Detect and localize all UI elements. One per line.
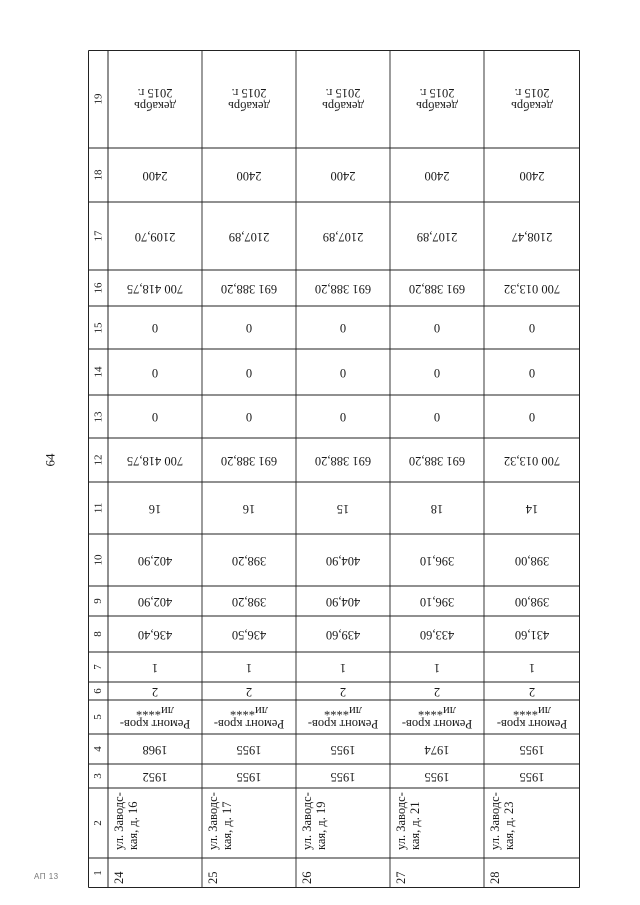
cell-col-14: 0: [151, 365, 159, 380]
cell-text: [322, 86, 364, 112]
cell-text: [497, 704, 567, 730]
cell-col-16: 700 418,75: [126, 281, 184, 296]
row-number: 28: [488, 871, 502, 884]
cell-col-14: 0: [528, 365, 536, 380]
cell-col-4: 1974: [424, 742, 450, 757]
address-line: ул. Заводс-: [206, 792, 220, 850]
cell-col-15: 0: [528, 321, 536, 336]
column-number-label: 3: [92, 773, 104, 779]
cell-text-line: 2015 г.: [419, 86, 455, 100]
cell-text: [416, 86, 458, 112]
column-number: [88, 586, 108, 616]
column-number: [88, 482, 108, 534]
column-number-label: 12: [92, 454, 104, 466]
cell-col-19: [202, 50, 296, 148]
cell-col-12: 691 388,20: [408, 453, 466, 468]
cell-col-13: 0: [528, 410, 536, 425]
column-number: [88, 616, 108, 652]
address-line: кая, д. 19: [313, 801, 328, 850]
cell-text-line: ли****: [230, 704, 268, 718]
cell-text-line: Ремонт кров-: [401, 717, 473, 732]
column-number: [88, 202, 108, 270]
cell-col-19: [296, 50, 390, 148]
cell-col-4: 1955: [330, 742, 356, 757]
cell-col-6: 2: [528, 684, 536, 699]
cell-col-10: 396,10: [419, 553, 455, 568]
cell-col-18: 2400: [519, 168, 545, 183]
cell-text-line: декабрь: [416, 99, 458, 114]
cell-col-19: [484, 50, 580, 148]
cell-text-line: 2015 г.: [137, 86, 173, 100]
address-line: ул. Заводс-: [300, 792, 314, 850]
cell-col-9: 398,00: [514, 594, 550, 609]
cell-col-14: 0: [433, 365, 441, 380]
address-cell: [301, 792, 329, 850]
cell-text-line: ли****: [136, 704, 174, 718]
address-cell: [113, 792, 141, 850]
cell-col-12: 691 388,20: [314, 453, 372, 468]
cell-col-8: 433,60: [419, 627, 455, 642]
page-number: 64: [42, 453, 58, 467]
data-table: [88, 50, 580, 888]
cell-text: [214, 704, 284, 730]
address-cell: [207, 792, 235, 850]
column-number-label: 6: [92, 688, 104, 694]
cell-text: [402, 704, 472, 730]
row-number: 27: [394, 871, 408, 884]
cell-col-10: 398,00: [514, 553, 550, 568]
cell-col-9: 396,10: [419, 594, 455, 609]
cell-col-8: 431,60: [514, 627, 550, 642]
cell-col-13: 0: [339, 410, 347, 425]
column-number: [88, 148, 108, 202]
cell-col-6: 2: [245, 684, 253, 699]
column-number: [88, 700, 108, 734]
cell-col-11: 18: [430, 501, 444, 516]
cell-col-11: 15: [336, 501, 350, 516]
column-number: [88, 652, 108, 682]
address-line: кая, д. 16: [125, 801, 140, 850]
cell-col-7: 1: [339, 660, 347, 675]
cell-col-15: 0: [339, 321, 347, 336]
cell-col-11: 16: [242, 501, 256, 516]
cell-col-9: 404,90: [325, 594, 361, 609]
cell-text: [228, 86, 270, 112]
column-number: [88, 534, 108, 586]
cell-col-5: [202, 700, 296, 734]
cell-col-7: 1: [528, 660, 536, 675]
cell-text-line: Ремонт кров-: [307, 717, 379, 732]
column-number-label: 11: [92, 502, 104, 514]
column-number: [88, 395, 108, 438]
cell-col-14: 0: [245, 365, 253, 380]
cell-col-18: 2400: [236, 168, 262, 183]
column-number-label: 8: [92, 631, 104, 637]
column-number: [88, 306, 108, 349]
cell-col-15: 0: [151, 321, 159, 336]
cell-col-4: 1955: [236, 742, 262, 757]
address-line: кая, д. 17: [219, 801, 234, 850]
cell-text-line: декабрь: [511, 99, 553, 114]
cell-col-13: 0: [433, 410, 441, 425]
cell-col-5: [390, 700, 484, 734]
cell-col-10: 402,90: [137, 553, 173, 568]
row-number: 24: [112, 871, 126, 884]
column-number-label: 18: [92, 169, 104, 181]
cell-col-5: [108, 700, 202, 734]
cell-col-7: 1: [245, 660, 253, 675]
cell-text-line: ли****: [513, 704, 551, 718]
cell-col-8: 436,40: [137, 627, 173, 642]
row-number: 25: [206, 871, 220, 884]
cell-col-18: 2400: [142, 168, 168, 183]
address-line: ул. Заводс-: [394, 792, 408, 850]
column-number-label: 7: [92, 664, 104, 670]
address-line: кая, д. 23: [501, 801, 516, 850]
cell-col-14: 0: [339, 365, 347, 380]
cell-text: [134, 86, 176, 112]
cell-col-17: 2107,89: [416, 229, 458, 244]
cell-text-line: 2015 г.: [514, 86, 550, 100]
cell-col-16: 700 013,32: [503, 281, 561, 296]
cell-text-line: 2015 г.: [231, 86, 267, 100]
column-number: [88, 50, 108, 148]
cell-col-17: 2109,70: [134, 229, 176, 244]
cell-col-3: 1955: [236, 769, 262, 784]
cell-col-17: 2108,47: [511, 229, 553, 244]
cell-col-5: [296, 700, 390, 734]
column-number-label: 13: [92, 411, 104, 422]
cell-col-7: 1: [433, 660, 441, 675]
cell-text-line: Ремонт кров-: [496, 717, 568, 732]
cell-col-3: 1955: [330, 769, 356, 784]
cell-text: [308, 704, 378, 730]
column-number-label: 19: [92, 93, 104, 105]
column-number-label: 1: [92, 870, 104, 876]
column-number: [88, 788, 108, 858]
column-number: [88, 270, 108, 306]
cell-col-6: 2: [433, 684, 441, 699]
column-number-label: 15: [92, 322, 104, 333]
cell-col-12: 691 388,20: [220, 453, 278, 468]
cell-col-4: 1955: [519, 742, 545, 757]
cell-text-line: декабрь: [228, 99, 270, 114]
column-number-label: 16: [92, 282, 104, 294]
cell-col-17: 2107,89: [228, 229, 270, 244]
column-number-label: 4: [92, 746, 104, 752]
column-number-label: 10: [92, 554, 104, 566]
cell-col-19: [108, 50, 202, 148]
address-line: ул. Заводс-: [488, 792, 502, 850]
cell-col-17: 2107,89: [322, 229, 364, 244]
cell-col-18: 2400: [330, 168, 356, 183]
cell-text-line: ли****: [418, 704, 456, 718]
address-line: ул. Заводс-: [112, 792, 126, 850]
column-number: [88, 438, 108, 482]
column-number: [88, 734, 108, 764]
cell-col-13: 0: [245, 410, 253, 425]
cell-col-8: 439,60: [325, 627, 361, 642]
column-number-label: 14: [92, 366, 104, 378]
cell-text-line: 2015 г.: [325, 86, 361, 100]
column-number: [88, 349, 108, 395]
column-number-label: 9: [92, 598, 104, 604]
cell-text-line: декабрь: [134, 99, 176, 114]
cell-text: [120, 704, 190, 730]
cell-col-16: 691 388,20: [314, 281, 372, 296]
cell-col-13: 0: [151, 410, 159, 425]
side-mark: АП 13: [34, 872, 59, 881]
cell-col-19: [390, 50, 484, 148]
cell-col-15: 0: [433, 321, 441, 336]
column-number: [88, 858, 108, 888]
address-line: кая, д. 21: [407, 801, 422, 850]
cell-col-15: 0: [245, 321, 253, 336]
cell-col-3: 1952: [142, 769, 168, 784]
address-cell: [489, 792, 517, 850]
cell-col-16: 691 388,20: [408, 281, 466, 296]
cell-col-3: 1955: [424, 769, 450, 784]
cell-col-12: 700 418,75: [126, 453, 184, 468]
cell-text: [511, 86, 553, 112]
cell-col-5: [484, 700, 580, 734]
cell-col-4: 1968: [142, 742, 168, 757]
cell-col-11: 14: [525, 501, 539, 516]
column-number-label: 2: [92, 820, 104, 826]
row-number: 26: [300, 871, 314, 884]
cell-col-10: 404,90: [325, 553, 361, 568]
cell-col-3: 1955: [519, 769, 545, 784]
cell-col-12: 700 013,32: [503, 453, 561, 468]
address-cell: [395, 792, 423, 850]
cell-text-line: Ремонт кров-: [119, 717, 191, 732]
cell-col-6: 2: [151, 684, 159, 699]
cell-col-18: 2400: [424, 168, 450, 183]
cell-text-line: декабрь: [322, 99, 364, 114]
cell-text-line: Ремонт кров-: [213, 717, 285, 732]
column-number: [88, 682, 108, 700]
cell-col-8: 436,50: [231, 627, 267, 642]
cell-col-9: 402,90: [137, 594, 173, 609]
column-number-label: 17: [92, 230, 104, 242]
column-number: [88, 764, 108, 788]
cell-col-6: 2: [339, 684, 347, 699]
cell-col-7: 1: [151, 660, 159, 675]
cell-col-16: 691 388,20: [220, 281, 278, 296]
cell-col-11: 16: [148, 501, 162, 516]
cell-col-9: 398,20: [231, 594, 267, 609]
column-number-label: 5: [92, 714, 104, 720]
cell-col-10: 398,20: [231, 553, 267, 568]
cell-text-line: ли****: [324, 704, 362, 718]
